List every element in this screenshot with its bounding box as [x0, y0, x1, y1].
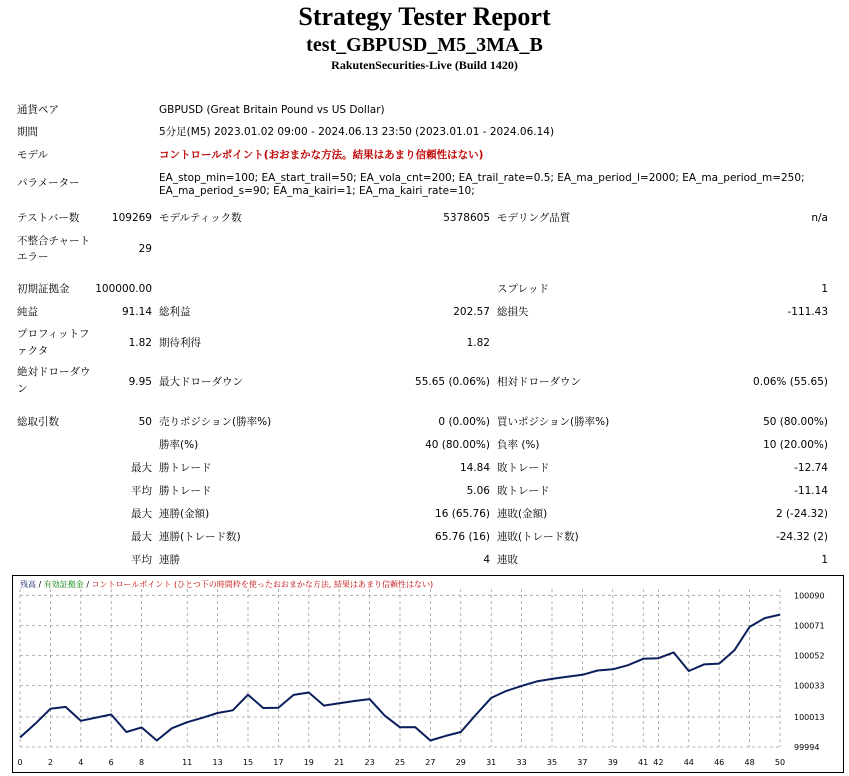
legend-margin: 有効証拠金	[43, 580, 84, 589]
profit-factor-value: 1.82	[128, 337, 152, 349]
net-profit-value: 91.14	[121, 306, 152, 318]
x-tick-label: 8	[139, 758, 145, 767]
avg-label-2: 平均	[131, 554, 152, 566]
x-tick-label: 37	[577, 758, 588, 767]
x-tick-label: 42	[653, 758, 664, 767]
x-tick-label: 27	[425, 758, 436, 767]
x-tick-label: 0	[17, 758, 23, 767]
gross-loss-value: -111.43	[787, 306, 828, 318]
x-tick-label: 46	[714, 758, 725, 767]
x-tick-label: 35	[546, 758, 558, 767]
profit-factor-label: プロフィットフ	[17, 328, 90, 340]
short-positions-label: 売りポジション(勝率%)	[159, 416, 272, 428]
cons-loss-amount-value: 2 (-24.32)	[775, 508, 828, 520]
cons-win-amount-label: 連勝(金額)	[159, 508, 210, 520]
x-tick-label: 23	[364, 758, 375, 767]
long-positions-value: 50 (80.00%)	[763, 416, 828, 428]
params-line2: EA_ma_period_s=90; EA_ma_kairi=1; EA_ma_kairi_rate=10;	[159, 185, 475, 197]
avg-cons-win-value: 4	[483, 554, 490, 566]
quality-value: n/a	[811, 212, 828, 224]
x-tick-label: 41	[638, 758, 649, 767]
max-loss-label: 敗トレード	[497, 462, 550, 474]
y-tick-label: 100052	[794, 651, 825, 661]
cons-loss-count-value: -24.32 (2)	[775, 531, 828, 543]
x-tick-label: 19	[303, 758, 314, 767]
legend-balance: 残高	[20, 580, 36, 589]
x-tick-label: 21	[334, 758, 345, 767]
x-tick-label: 39	[607, 758, 618, 767]
cons-win-count-value: 65.76 (16)	[435, 531, 490, 543]
max-win-value: 14.84	[459, 462, 490, 474]
bars-value: 109269	[111, 212, 152, 224]
x-tick-label: 6	[108, 758, 114, 767]
loss-rate-value: 10 (20.00%)	[763, 439, 828, 451]
max-drawdown-label: 最大ドローダウン	[159, 376, 243, 388]
legend-sep-1: /	[36, 580, 44, 589]
avg-cons-loss-label: 連敗	[497, 554, 518, 566]
net-profit-label: 純益	[17, 306, 38, 318]
y-tick-label: 100033	[794, 681, 825, 691]
x-tick-label: 29	[455, 758, 466, 767]
x-tick-label: 25	[394, 758, 406, 767]
x-tick-label: 17	[273, 758, 284, 767]
pair-label: 通貨ペア	[17, 104, 59, 116]
chart-legend	[20, 579, 433, 589]
abs-drawdown-value: 9.95	[128, 376, 152, 388]
model-label: モデル	[17, 149, 48, 161]
gross-profit-label: 総利益	[159, 306, 191, 318]
avg-loss-value: -11.14	[794, 485, 828, 497]
avg-cons-win-label: 連勝	[159, 554, 180, 566]
params-label: パラメーター	[17, 177, 80, 189]
mismatch-label-2: エラー	[17, 251, 49, 263]
cons-win-amount-value: 16 (65.76)	[435, 508, 490, 520]
x-tick-label: 11	[182, 758, 193, 767]
x-tick-label: 31	[486, 758, 497, 767]
total-trades-label: 総取引数	[17, 416, 59, 428]
long-positions-label: 買いポジション(勝率%)	[497, 416, 610, 428]
rel-drawdown-label: 相対ドローダウン	[497, 376, 581, 388]
x-tick-label: 2	[47, 758, 53, 767]
expected-payoff-label: 期待利得	[159, 337, 201, 349]
y-tick-label: 99994	[794, 743, 820, 752]
period-label: 期間	[17, 126, 38, 138]
max-label-3: 最大	[131, 531, 152, 543]
max-win-label: 勝トレード	[159, 462, 212, 474]
abs-drawdown-label: 絶対ドローダウ	[17, 366, 91, 378]
avg-win-label: 勝トレード	[159, 485, 212, 497]
model-value: コントロールポイント(おおまかな方法。結果はあまり信頼性はない)	[159, 149, 484, 161]
cons-loss-count-label: 連敗(トレード数)	[497, 531, 579, 543]
max-loss-value: -12.74	[794, 462, 828, 474]
win-rate-label: 勝率(%)	[159, 439, 199, 451]
max-drawdown-value: 55.65 (0.06%)	[415, 376, 490, 388]
cons-win-count-label: 連勝(トレード数)	[159, 531, 241, 543]
expected-payoff-value: 1.82	[466, 337, 490, 349]
report-subtitle: test_GBPUSD_M5_3MA_B	[306, 34, 543, 56]
avg-cons-loss-value: 1	[821, 554, 828, 566]
max-label: 最大	[131, 462, 152, 474]
y-tick-label: 100090	[794, 591, 825, 601]
x-tick-label: 4	[78, 758, 84, 767]
params-line1: EA_stop_min=100; EA_start_trail=50; EA_vola_cnt=200; EA_trail_rate=0.5; EA_ma_period_l=2000; EA_ma_period_m=250;	[159, 172, 805, 184]
profit-factor-label-2: ァクタ	[17, 345, 49, 357]
abs-drawdown-label-2: ン	[17, 383, 28, 395]
report-title: Strategy Tester Report	[298, 2, 551, 31]
mismatch-value: 29	[138, 243, 152, 255]
legend-sep-2: /	[83, 580, 92, 589]
ticks-value: 5378605	[443, 212, 490, 224]
x-tick-label: 50	[774, 758, 786, 767]
spread-value: 1	[821, 283, 828, 295]
total-trades-value: 50	[138, 416, 152, 428]
pair-value: GBPUSD (Great Britain Pound vs US Dollar)	[159, 104, 385, 116]
balance-chart	[12, 575, 844, 773]
period-value: 5分足(M5) 2023.01.02 09:00 - 2024.06.13 23:50 (2023.01.01 - 2024.06.14)	[159, 126, 555, 138]
loss-rate-label: 負率 (%)	[497, 439, 540, 451]
x-tick-label: 13	[212, 758, 223, 767]
x-tick-label: 15	[242, 758, 254, 767]
avg-loss-label: 敗トレード	[497, 485, 550, 497]
y-tick-label: 100013	[794, 712, 825, 722]
mismatch-label: 不整合チャート	[17, 235, 91, 247]
gross-profit-value: 202.57	[453, 306, 490, 318]
max-label-2: 最大	[131, 508, 152, 520]
deposit-value: 100000.00	[95, 283, 152, 295]
quality-label: モデリング品質	[497, 212, 571, 224]
build-info: RakutenSecurities-Live (Build 1420)	[331, 58, 518, 72]
avg-win-value: 5.06	[466, 485, 490, 497]
gross-loss-label: 総損失	[497, 306, 529, 318]
x-tick-label: 44	[683, 758, 694, 767]
win-rate-value: 40 (80.00%)	[425, 439, 490, 451]
short-positions-value: 0 (0.00%)	[438, 416, 490, 428]
bars-label: テストバー数	[17, 212, 80, 224]
cons-loss-amount-label: 連敗(金額)	[497, 508, 548, 520]
y-tick-label: 100071	[794, 621, 825, 631]
x-tick-label: 33	[516, 758, 527, 767]
avg-label: 平均	[131, 485, 152, 497]
legend-note: コントロールポイント (ひとつ下の時間枠を使ったおおまかな方法, 結果はあまり信頼性はない)	[91, 580, 434, 589]
deposit-label: 初期証拠金	[17, 283, 70, 295]
x-tick-label: 48	[744, 758, 755, 767]
ticks-label: モデルティック数	[159, 212, 242, 224]
rel-drawdown-value: 0.06% (55.65)	[753, 376, 828, 388]
spread-label: スプレッド	[497, 283, 549, 295]
